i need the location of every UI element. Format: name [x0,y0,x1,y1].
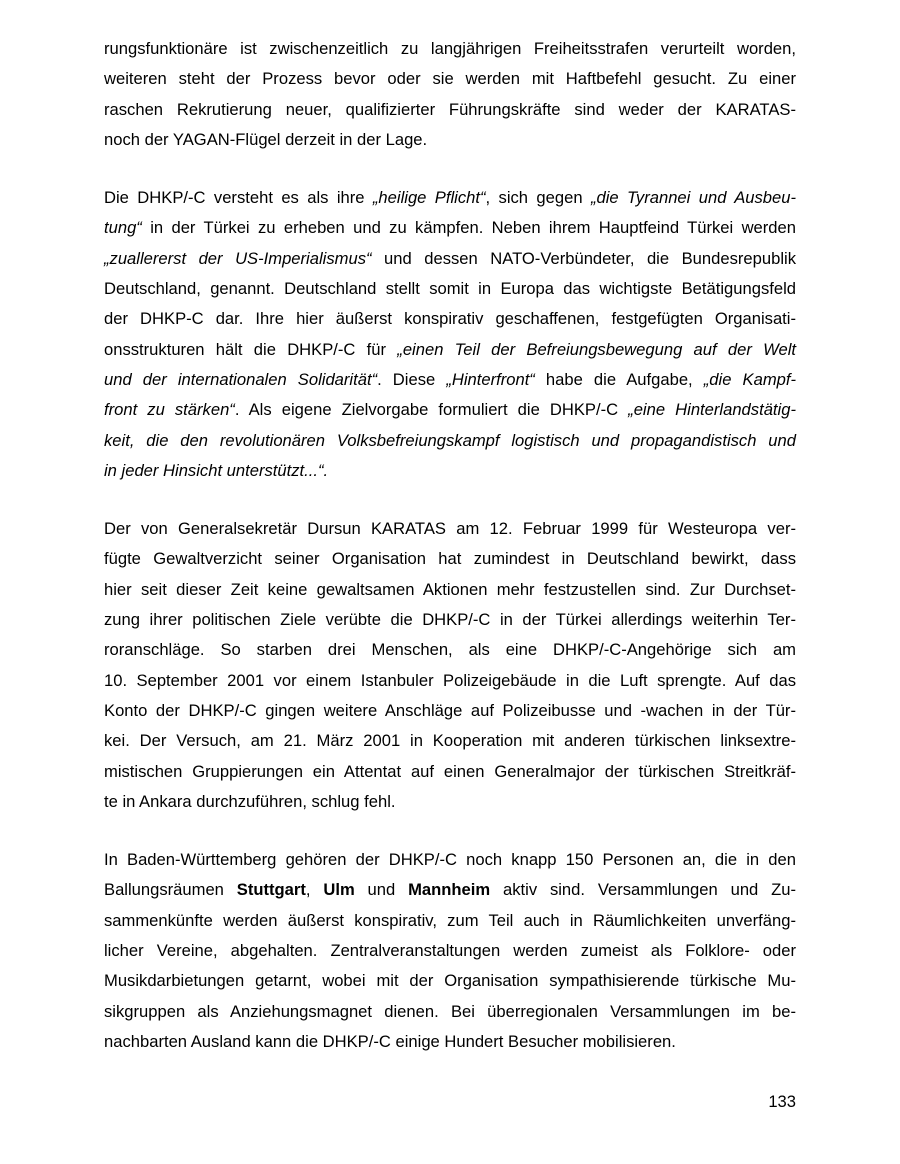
bold-text-segment: Mannheim [408,880,491,900]
text-line [104,605,796,635]
page-number: 133 [768,1092,796,1111]
text-line [104,514,796,544]
text-segment: , [305,880,324,900]
italic-quote-segment: und der internationalen Solidarität“ [104,369,378,389]
text-segment: und dessen NATO-Verbündeter, die Bundesrepublik [371,248,796,268]
text-line [104,875,796,905]
text-segment: sammenkünfte werden äußerst konspirativ, zum Teil auch in Räumlichkeiten unverfäng- [104,910,796,930]
paragraph [104,183,796,486]
text-segment: der DHKP-C dar. Ihre hier äußerst konspirativ geschaffenen, festgefügten Organisati- [104,309,796,329]
paragraph [104,34,796,155]
text-segment: Der von Generalsekretär Dursun KARATAS am 12. Februar 1999 für Westeuropa ver- [104,519,796,539]
text-segment: 10. September 2001 vor einem Istanbuler Polizeigebäude in die Luft sprengte. Auf das [104,670,796,690]
text-segment: Die DHKP/-C versteht es als ihre [104,188,373,208]
text-line [104,244,796,274]
text-segment: habe die Aufgabe, [534,369,704,389]
text-line [104,426,796,456]
text-segment: te in Ankara durchzuführen, schlug fehl. [104,791,396,811]
text-segment: , sich gegen [485,188,591,208]
text-line [104,696,796,726]
text-segment: noch der YAGAN-Flügel derzeit in der Lage. [104,129,428,149]
italic-quote-segment: „zuallererst der US-Imperialismus“ [104,248,372,268]
text-line [104,726,796,756]
text-segment: roranschläge. So starben drei Menschen, als eine DHKP/-C-Angehörige sich am [104,640,796,660]
text-segment: . Diese [377,369,447,389]
text-segment: . Als eigene Zielvorgabe formuliert die DHKP/-C [234,400,629,420]
text-line [104,335,796,365]
text-segment: mistischen Gruppierungen ein Attentat auf einen Generalmajor der türkischen Streitkräf- [104,761,796,781]
text-line [104,34,796,64]
text-segment: und [354,880,409,900]
italic-quote-segment: „eine Hinterlandstätig- [628,400,796,420]
text-line [104,997,796,1027]
text-line [104,787,796,817]
bold-text-segment: Stuttgart [236,880,306,900]
text-segment: kei. Der Versuch, am 21. März 2001 in Kooperation mit anderen türkischen linksextre- [104,731,796,751]
text-line [104,666,796,696]
text-line [104,1027,796,1057]
text-line [104,304,796,334]
text-segment: hier seit dieser Zeit keine gewaltsamen Aktionen mehr festzustellen sind. Zur Durchset- [104,579,796,599]
text-line [104,213,796,243]
text-segment: licher Vereine, abgehalten. Zentralveranstaltungen werden zumeist als Folklore- oder [104,941,796,961]
text-segment: Konto der DHKP/-C gingen weitere Anschläge auf Polizeibusse und -wachen in der Tür- [104,700,796,720]
text-line [104,544,796,574]
text-line [104,274,796,304]
text-segment: aktiv sind. Versammlungen und Zu- [490,880,796,900]
text-line [104,906,796,936]
text-segment: In Baden-Württemberg gehören der DHKP/-C noch knapp 150 Personen an, die in den [104,850,796,870]
text-line [104,845,796,875]
text-line [104,757,796,787]
text-line [104,64,796,94]
text-segment: weiteren steht der Prozess bevor oder sie werden mit Haftbefehl gesucht. Zu einer [104,69,796,89]
text-line [104,936,796,966]
text-segment: onsstrukturen hält die DHKP/-C für [104,339,398,359]
text-line [104,95,796,125]
text-line [104,456,796,486]
italic-quote-segment: „die Tyrannei und Ausbeu- [590,188,796,208]
text-line [104,575,796,605]
text-segment: rungsfunktionäre ist zwischenzeitlich zu langjährigen Freiheitsstrafen verurteilt worden, [104,39,796,58]
text-segment: fügte Gewaltverzicht seiner Organisation hat zumindest in Deutschland bewirkt, dass [104,549,796,569]
text-segment: in der Türkei zu erheben und zu kämpfen. Neben ihrem Hauptfeind Türkei werden [141,218,796,238]
text-segment: nachbarten Ausland kann die DHKP/-C einige Hundert Besucher mobilisieren. [104,1031,676,1051]
text-segment: raschen Rekrutierung neuer, qualifizierter Führungskräfte sind weder der KARATAS- [104,99,796,119]
text-line [104,125,796,155]
bold-text-segment: Ulm [323,880,355,900]
paragraph [104,514,796,817]
italic-quote-segment: „die Kampf- [703,369,797,389]
text-segment: sikgruppen als Anziehungsmagnet dienen. Bei überregionalen Versammlungen im be- [104,1001,796,1021]
document-body [104,34,796,1085]
text-segment: Deutschland, genannt. Deutschland stellt somit in Europa das wichtigste Betätigungsfeld [104,279,796,299]
italic-quote-segment: „einen Teil der Befreiungsbewegung auf der Welt [397,339,796,359]
text-line [104,395,796,425]
text-line [104,966,796,996]
text-segment: zung ihrer politischen Ziele verübte die DHKP/-C in der Türkei allerdings weiterhin Ter- [104,610,796,630]
text-line [104,635,796,665]
italic-quote-segment: „heilige Pflicht“ [372,188,486,208]
text-segment: Musikdarbietungen getarnt, wobei mit der Organisation sympathisierende türkische Mu- [104,971,796,991]
italic-quote-segment: tung“ [104,218,142,238]
italic-quote-segment: „Hinterfront“ [446,369,535,389]
text-line [104,183,796,213]
italic-quote-segment: keit, die den revolutionären Volksbefreiungskampf logistisch und propagandistisch und [104,430,796,450]
italic-quote-segment: front zu stärken“ [104,400,235,420]
text-segment: Ballungsräumen [104,880,237,900]
paragraph [104,845,796,1057]
italic-quote-segment: in jeder Hinsicht unterstützt...“. [104,460,329,480]
text-line [104,365,796,395]
